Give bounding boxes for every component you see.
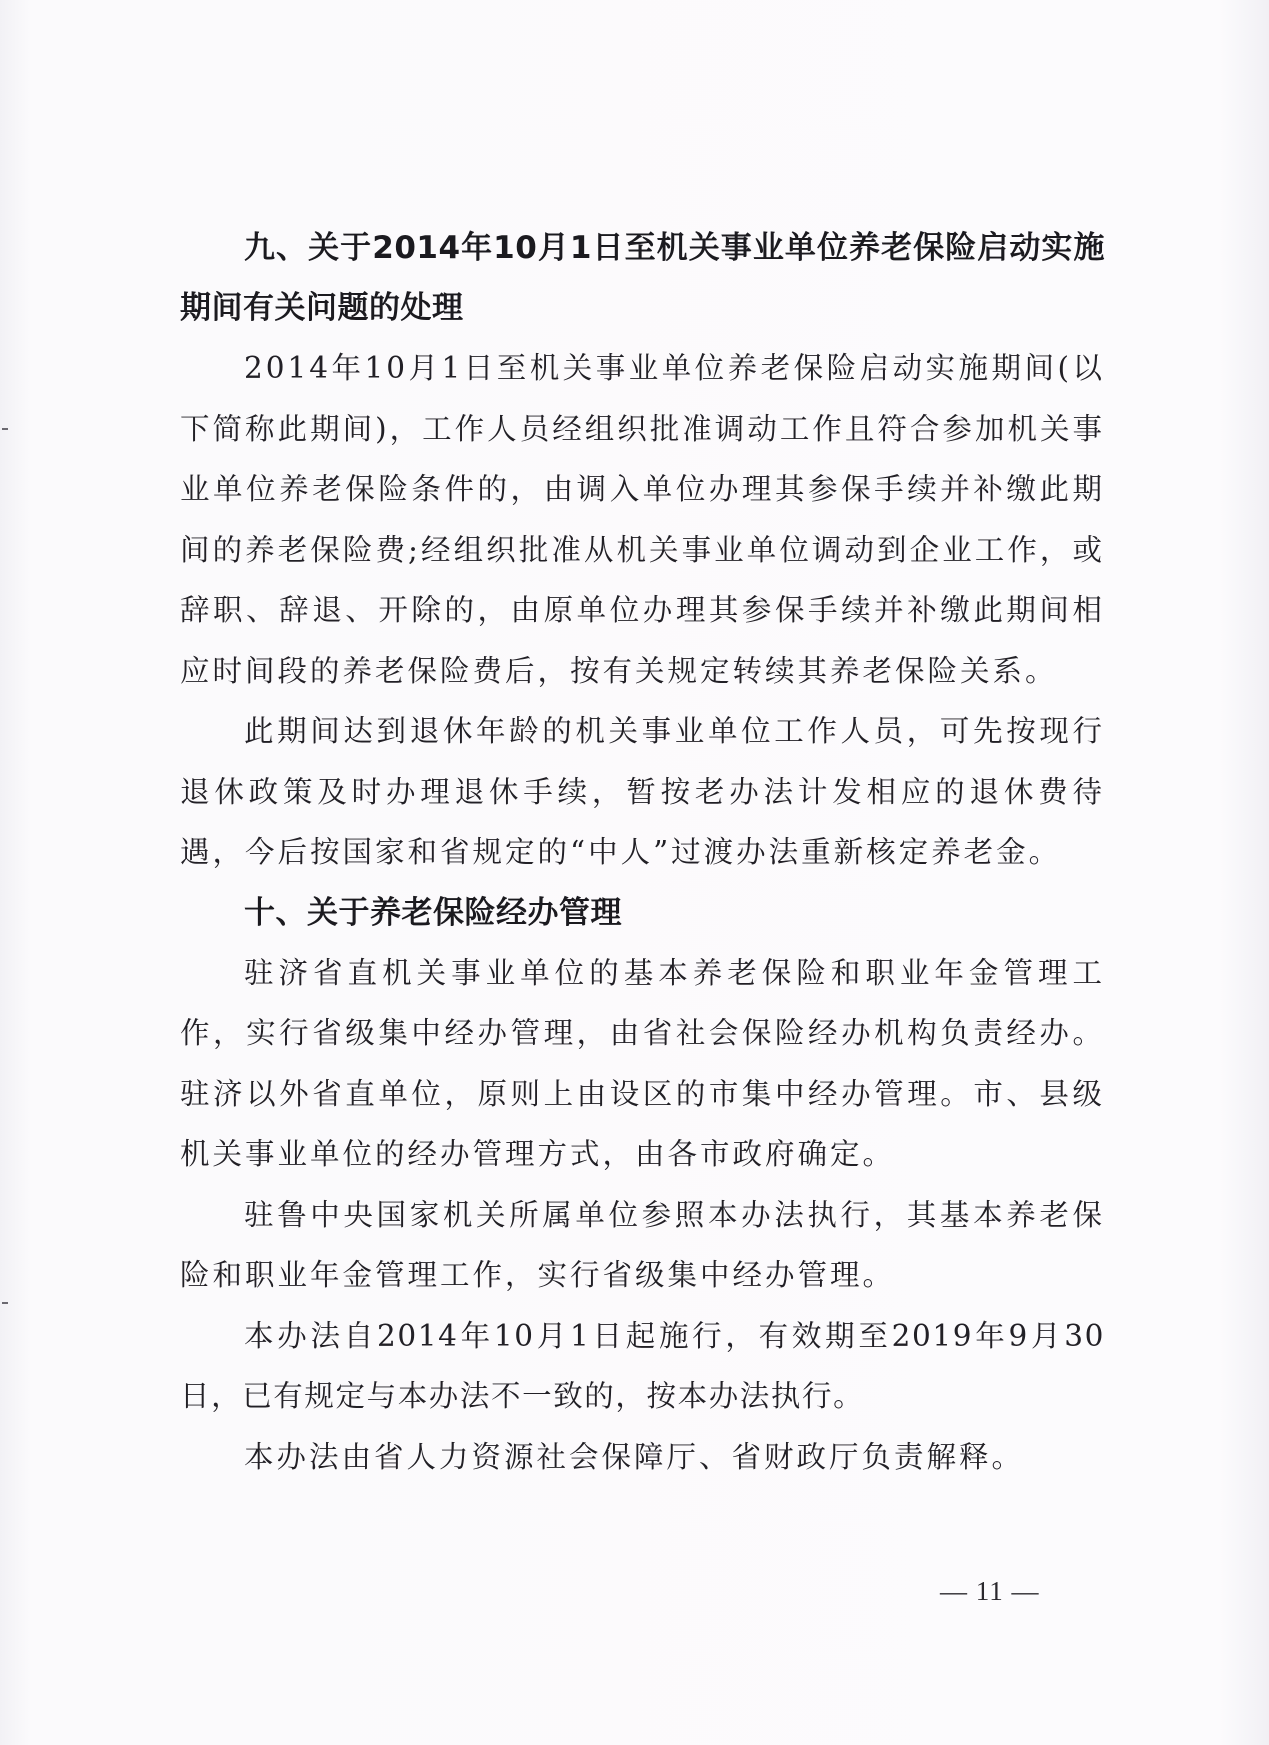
document-body [180, 218, 1105, 1487]
page-number: — 11 — [940, 1576, 1040, 1606]
section-ten-paragraph-1: 驻济省直机关事业单位的基本养老保险和职业年金管理工作，实行省级集中经办管理，由省社会保险经办机构负责经办。驻济以外省直单位，原则上由设区的市集中经办管理。市、县级机关事业单位的经办管理方式，由各市政府确定。 [180, 955, 1105, 1171]
section-nine-paragraph-1: 2014年10月1日至机关事业单位养老保险启动实施期间(以下简称此期间)，工作人员经组织批准调动工作且符合参加机关事业单位养老保险条件的，由调入单位办理其参保手续并补缴此期间的养老保险费;经组织批准从机关事业单位调动到企业工作，或辞职、辞退、开除的，由原单位办理其参保手续并补缴此期间相应时间段的养老保险费后，按有关规定转续其养老保险关系。 [180, 351, 1105, 688]
section-ten-paragraph-4: 本办法由省人力资源社会保障厅、省财政厅负责解释。 [244, 1439, 1025, 1474]
section-ten-paragraph-2: 驻鲁中央国家机关所属单位参照本办法执行，其基本养老保险和职业年金管理工作，实行省级集中经办管理。 [180, 1197, 1105, 1292]
section-ten-paragraph-3: 本办法自2014年10月1日起施行，有效期至2019年9月30日，已有规定与本办法不一致的，按本办法执行。 [180, 1318, 1105, 1413]
section-nine-paragraph-2: 此期间达到退休年龄的机关事业单位工作人员，可先按现行退休政策及时办理退休手续，暂按老办法计发相应的退休费待遇，今后按国家和省规定的“中人”过渡办法重新核定养老金。 [180, 714, 1105, 869]
binding-mark-top [2, 428, 8, 430]
section-ten-heading: 十、关于养老保险经办管理 [244, 894, 622, 931]
binding-mark-bottom [2, 1302, 8, 1304]
section-nine-heading: 九、关于2014年10月1日至机关事业单位养老保险启动实施期间有关问题的处理 [180, 230, 1105, 326]
